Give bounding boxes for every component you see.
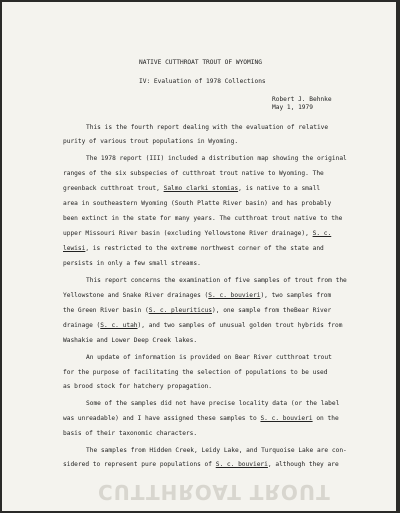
bleed-through-watermark: CUTTHROAT TROUT: [98, 480, 331, 504]
body-line: the Green River basin (S. c. pleuriticus), one sample from theBear River: [63, 307, 332, 314]
document-subtitle: IV: Evaluation of 1978 Collections: [139, 78, 266, 85]
body-line: purity of various trout populations in Wyoming.: [63, 138, 239, 145]
document-title: NATIVE CUTTHROAT TROUT OF WYOMING: [139, 59, 262, 66]
species-name: lewisi: [63, 245, 86, 252]
author-name: Robert J. Behnke: [272, 96, 332, 103]
body-line: been extinct in the state for many years. The cutthroat trout native to the: [63, 215, 343, 222]
body-line: Some of the samples did not have precise locality data (or the label: [86, 400, 340, 407]
body-line: drainage (S. c. utah), and two samples of unusual golden trout hybrids from: [63, 322, 343, 329]
report-date: May 1, 1979: [272, 104, 313, 111]
body-line: This is the fourth report dealing with the evaluation of relative: [86, 124, 329, 131]
body-line: Yellowstone and Snake River drainages (S. c. bouvieri), two samples from: [63, 292, 332, 299]
body-line: was unreadable) and I have assigned these samples to S. c. bouvieri on the: [63, 415, 339, 422]
body-line: area in southeastern Wyoming (South Platte River basin) and has probably: [63, 200, 332, 207]
body-line: as brood stock for hatchery propagation.: [63, 383, 213, 390]
body-line: ranges of the six subspecies of cutthroat trout native to Wyoming. The: [63, 170, 324, 177]
species-name: S. c.: [312, 230, 332, 237]
body-line: upper Missouri River basin (excluding Yellowstone River drainage), S. c.: [63, 230, 332, 237]
species-name: S. c. utah: [100, 322, 138, 329]
body-line: The 1978 report (III) included a distribution map showing the original: [86, 155, 347, 162]
body-line: This report concerns the examination of five samples of trout from the: [86, 277, 347, 284]
body-line: greenback cutthroat trout, Salmo clarki stomias, is native to a small: [63, 185, 321, 192]
species-name: S. c. pleuriticus: [148, 307, 213, 314]
species-name: S. c. bouvieri: [215, 461, 268, 468]
body-line: for the purpose of facilitating the selection of populations to be used: [63, 369, 328, 376]
body-line: An update of information is provided on Bear River cutthroat trout: [86, 354, 332, 361]
body-line: basis of their taxonomic characters.: [63, 430, 198, 437]
body-line: lewisi, is restricted to the extreme northwest corner of the state and: [63, 245, 324, 252]
body-line: persists in only a few small streams.: [63, 260, 201, 267]
species-name: S. c. bouvieri: [260, 415, 313, 422]
document-page: [2, 2, 396, 511]
body-line: Washakie and Lower Deep Creek lakes.: [63, 337, 198, 344]
body-line: The samples from Hidden Creek, Leidy Lake, and Turquoise Lake are con-: [86, 447, 347, 454]
body-line: sidered to represent pure populations of S. c. bouvieri, although they are: [63, 461, 339, 468]
species-name: S. c. bouvieri: [208, 292, 261, 299]
species-name: Salmo clarki stomias: [163, 185, 239, 192]
